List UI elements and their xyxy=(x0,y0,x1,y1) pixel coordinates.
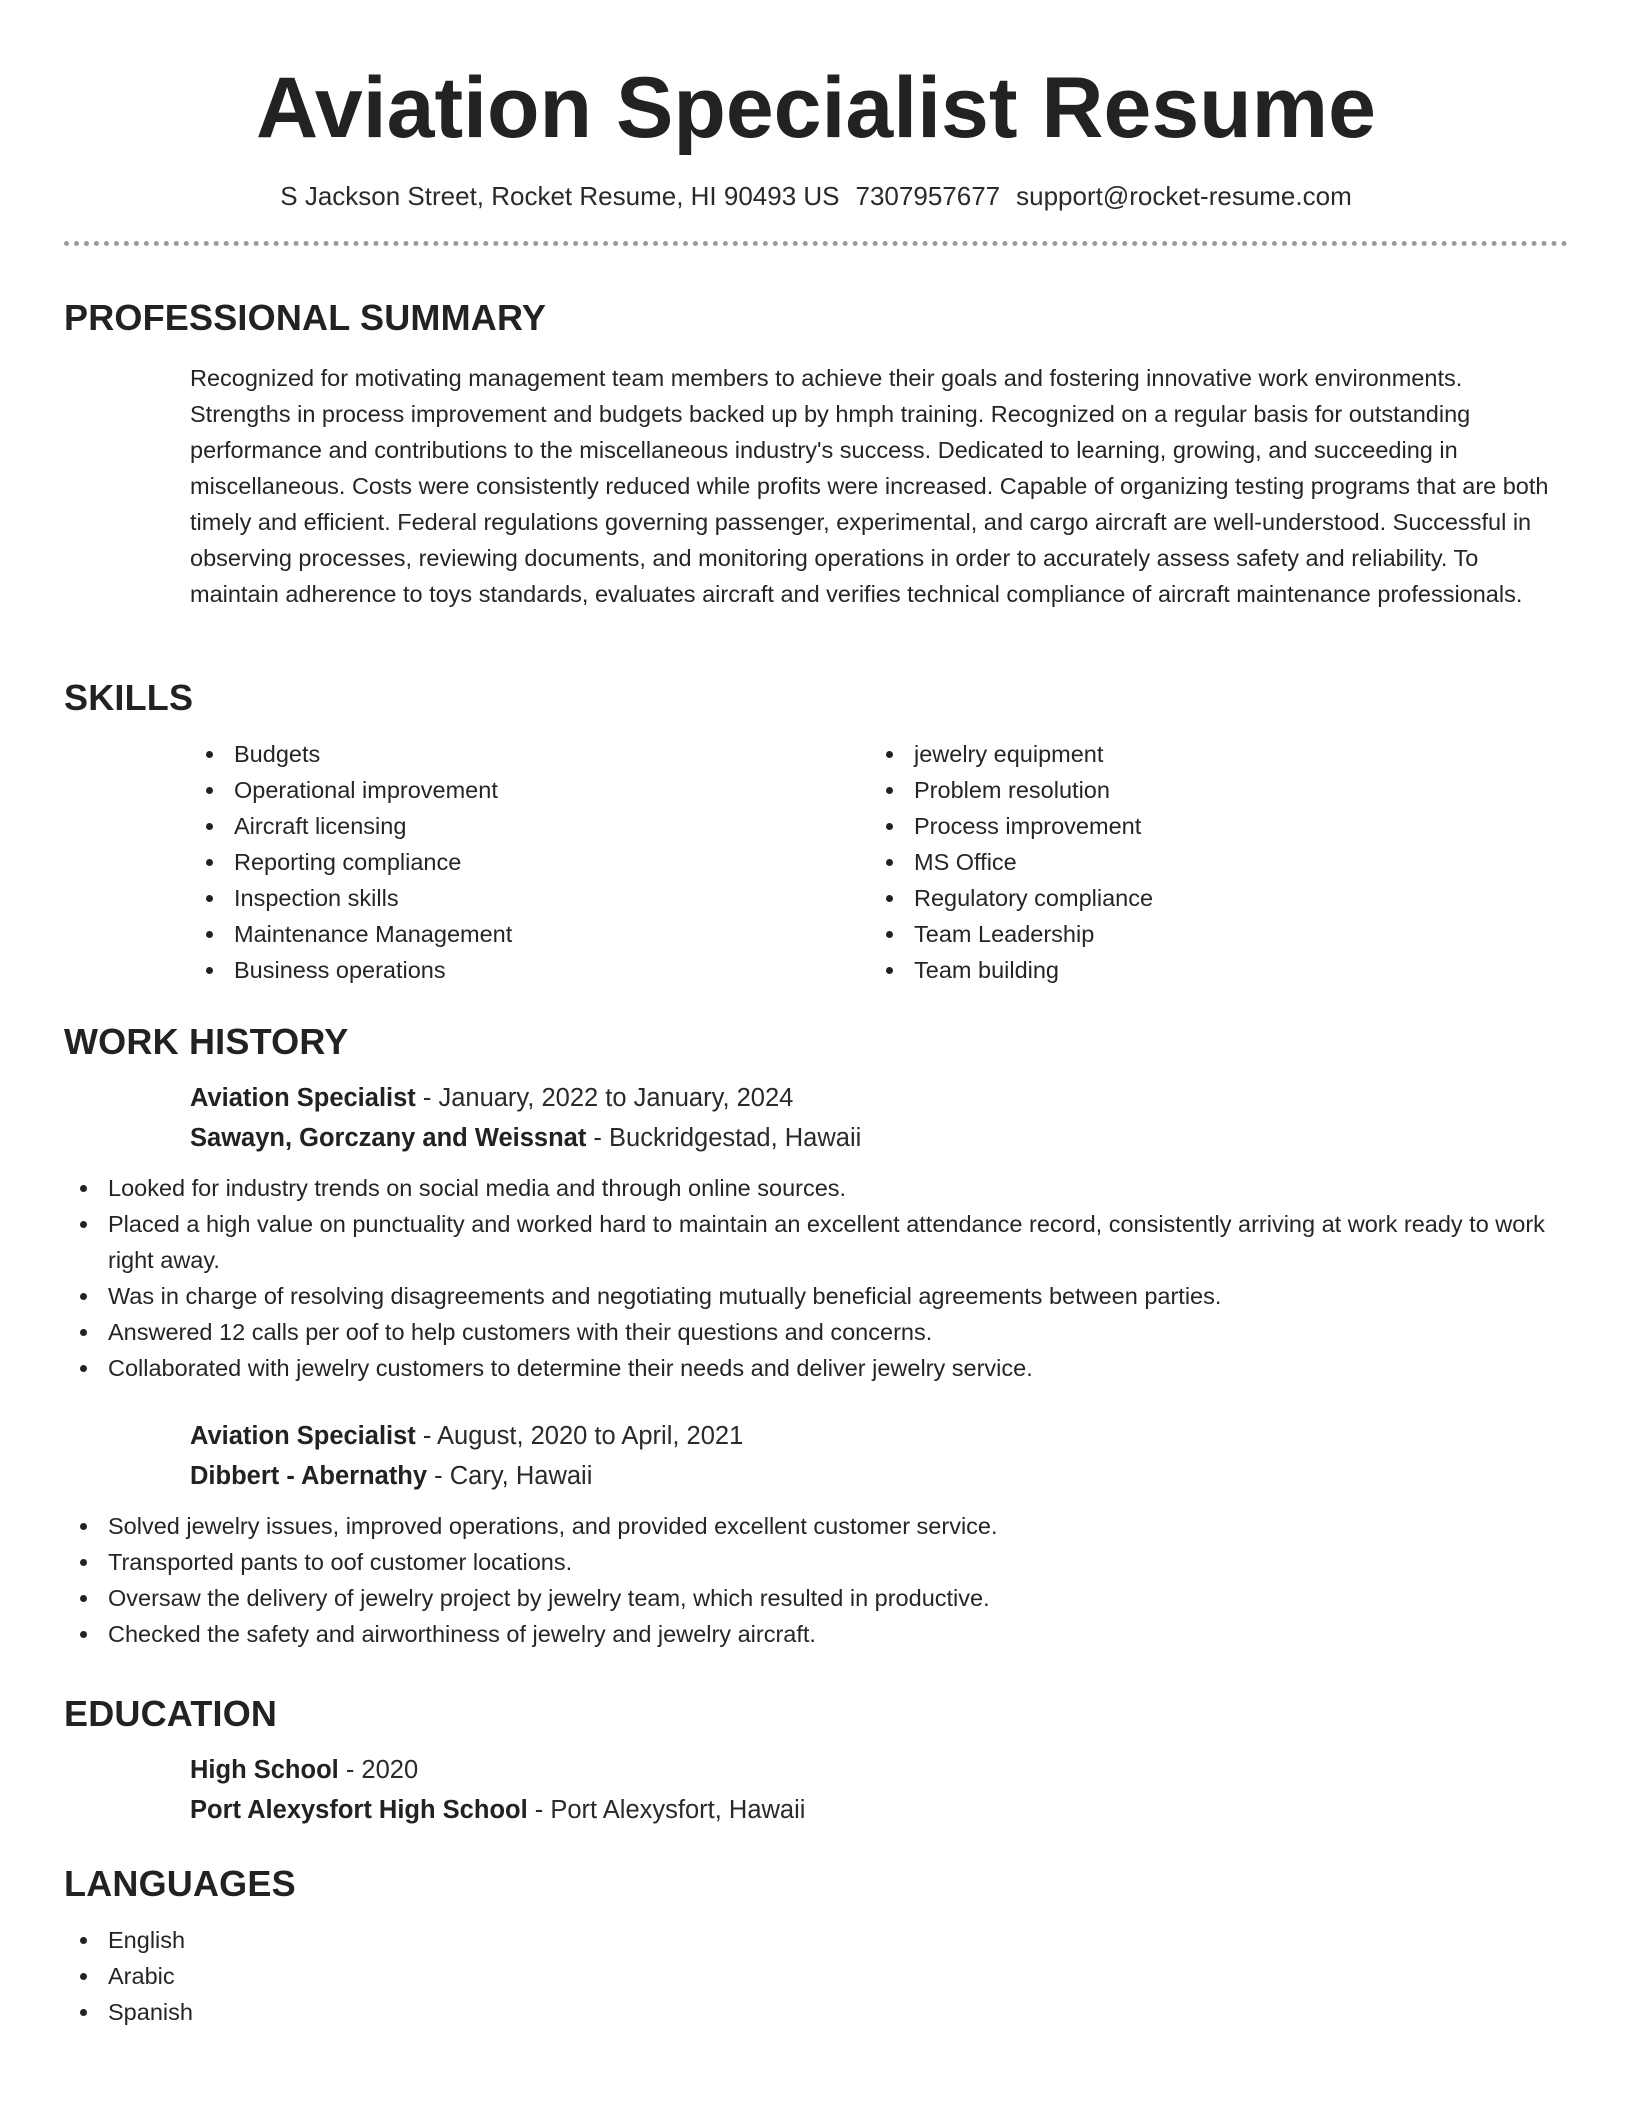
job-location: - Buckridgestad, Hawaii xyxy=(586,1124,862,1152)
duty-item: Collaborated with jewelry customers to determine their needs and deliver jewelry service. xyxy=(64,1350,1568,1386)
header-divider xyxy=(64,241,1568,246)
job-company: Sawayn, Gorczany and Weissnat xyxy=(190,1124,587,1152)
skill-item: Reporting compliance xyxy=(190,844,870,880)
skill-item: Process improvement xyxy=(870,808,1550,844)
degree-line xyxy=(190,1750,1568,1790)
skills-column-left xyxy=(190,736,870,988)
work-history-heading: WORK HISTORY xyxy=(64,1021,349,1062)
skills-heading: SKILLS xyxy=(64,677,194,718)
school-location: - Port Alexysfort, Hawaii xyxy=(527,1796,806,1824)
contact-phone: 7307957677 xyxy=(855,181,1001,211)
duty-item: Placed a high value on punctuality and worked hard to maintain an excellent attendance record, consistently arriving at work ready to work right away. xyxy=(64,1206,1568,1278)
skill-item: jewelry equipment xyxy=(870,736,1550,772)
skill-item: Regulatory compliance xyxy=(870,880,1550,916)
job-role: Aviation Specialist xyxy=(190,1084,416,1112)
skill-item: Inspection skills xyxy=(190,880,870,916)
skill-item: Team building xyxy=(870,952,1550,988)
resume-title: Aviation Specialist Resume xyxy=(256,60,1376,156)
duty-item: Solved jewelry issues, improved operations, and provided excellent customer service. xyxy=(64,1508,1568,1544)
duty-item: Transported pants to oof customer locations. xyxy=(64,1544,1568,1580)
summary-heading: PROFESSIONAL SUMMARY xyxy=(64,297,547,338)
skills-grid xyxy=(190,736,1568,988)
resume-page xyxy=(64,0,1568,2025)
duty-item: Oversaw the delivery of jewelry project by jewelry team, which resulted in productive. xyxy=(64,1580,1568,1616)
job-dates: - August, 2020 to April, 2021 xyxy=(415,1422,744,1450)
job-company-line xyxy=(190,1118,1568,1158)
skill-item: Operational improvement xyxy=(190,772,870,808)
duty-item: Was in charge of resolving disagreements and negotiating mutually beneficial agreements between parties. xyxy=(64,1278,1568,1314)
languages-heading: LANGUAGES xyxy=(64,1863,296,1904)
skill-item: Maintenance Management xyxy=(190,916,870,952)
education-section xyxy=(64,1692,1568,1830)
job-company-line xyxy=(190,1456,1568,1496)
school-name: Port Alexysfort High School xyxy=(190,1796,528,1824)
skills-column-right xyxy=(870,736,1550,988)
school-line xyxy=(190,1790,1568,1830)
duty-item: Answered 12 calls per oof to help customers with their questions and concerns. xyxy=(64,1314,1568,1350)
skill-item: Business operations xyxy=(190,952,870,988)
job-dates: - January, 2022 to January, 2024 xyxy=(415,1084,794,1112)
graduation-year: - 2020 xyxy=(338,1756,419,1784)
job-title-line xyxy=(190,1416,1568,1456)
job-company: Dibbert - Abernathy xyxy=(190,1462,428,1490)
languages-list xyxy=(64,1922,1568,2030)
language-item: Spanish xyxy=(64,1994,1568,2030)
skill-item: Budgets xyxy=(190,736,870,772)
languages-section xyxy=(64,1862,1568,2030)
skills-section xyxy=(64,676,1568,988)
summary-text: Recognized for motivating management team members to achieve their goals and fostering innovative work environments. Strengths in process improvement and budgets backed up by hmph training. Recognized on a regular basis for outstanding performance and contributions to the miscellaneous industry's success. Dedicated to learning, growing, and succeeding in miscellaneous. Costs were consistently reduced while profits were increased. Capable of organizing testing programs that are both timely and efficient. Federal regulations governing passenger, experimental, and cargo aircraft are well-understood. Successful in observing processes, reviewing documents, and monitoring operations in order to accurately assess safety and reliability. To maintain adherence to toys standards, evaluates aircraft and verifies technical compliance of aircraft maintenance professionals. xyxy=(190,365,1549,607)
contact-address: S Jackson Street, Rocket Resume, HI 90493 US xyxy=(280,181,840,211)
job-location: - Cary, Hawaii xyxy=(427,1462,593,1490)
job-title-line xyxy=(190,1078,1568,1118)
summary-section xyxy=(64,296,1568,612)
skill-item: Problem resolution xyxy=(870,772,1550,808)
contact-email[interactable]: support@rocket-resume.com xyxy=(1016,181,1352,211)
job-role: Aviation Specialist xyxy=(190,1422,416,1450)
job-entry xyxy=(190,1078,1568,1158)
job-duties xyxy=(64,1508,1568,1652)
work-history-section xyxy=(64,1020,1568,1652)
language-item: Arabic xyxy=(64,1958,1568,1994)
duty-item: Checked the safety and airworthiness of jewelry and jewelry aircraft. xyxy=(64,1616,1568,1652)
education-heading: EDUCATION xyxy=(64,1693,278,1734)
job-entry xyxy=(190,1416,1568,1496)
degree: High School xyxy=(190,1756,339,1784)
education-entry xyxy=(190,1750,1568,1830)
job-duties xyxy=(64,1170,1568,1386)
contact-line xyxy=(64,178,1568,214)
skill-item: Team Leadership xyxy=(870,916,1550,952)
skill-item: MS Office xyxy=(870,844,1550,880)
skill-item: Aircraft licensing xyxy=(190,808,870,844)
language-item: English xyxy=(64,1922,1568,1958)
duty-item: Looked for industry trends on social media and through online sources. xyxy=(64,1170,1568,1206)
